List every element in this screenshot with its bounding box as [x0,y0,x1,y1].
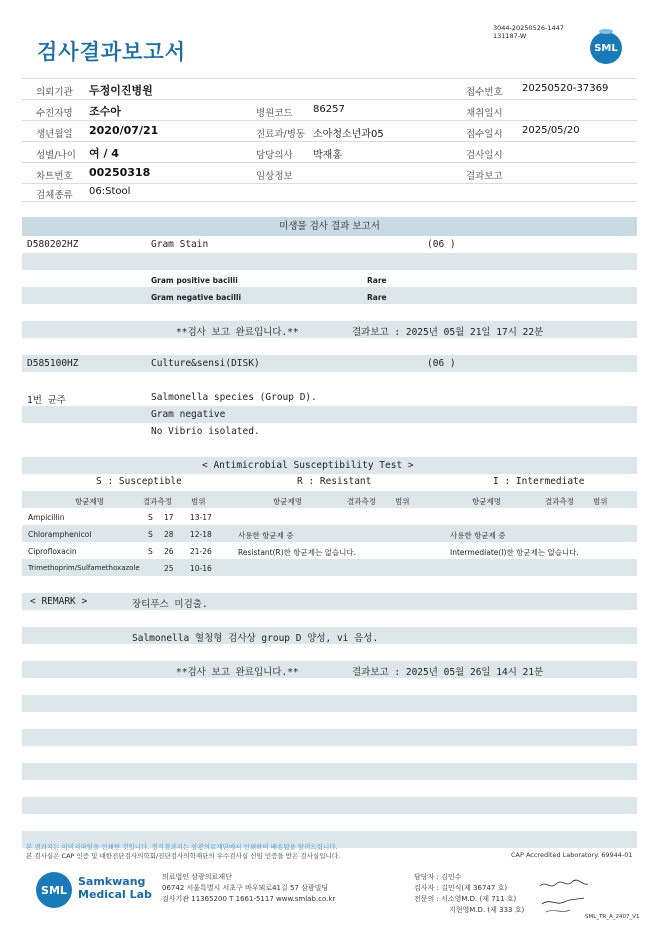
staff-line: 전문의 : 서소영M.D. (제 711 호) [414,895,517,903]
label: 임상정보 [256,171,293,182]
intermediate-note: 사용한 항균제 중 [450,531,506,540]
doc-id-line: 3044-20250526-1447 [493,24,564,32]
col-header: 결과측정 [143,497,172,506]
label: 차트번호 [36,171,73,182]
page-title: 검사결과보고서 [37,40,187,64]
info-row [22,78,637,99]
row-band [22,253,637,270]
col-header: 항균제명 [472,497,501,506]
legend-resistant: R : Resistant [297,476,372,487]
test-num: (06 ) [427,239,456,250]
label: 담당의사 [256,150,293,161]
resistant-note: Resistant(R)한 항균제는 없습니다. [238,548,357,557]
report-complete: **검사 보고 완료입니다.** [176,327,299,338]
sir-result: S [148,547,153,556]
label: 생년월일 [36,129,73,140]
isolate-organism: Salmonella species (Group D). [151,392,317,403]
drug-name: Ciprofloxacin [28,547,77,556]
ast-title: < Antimicrobial Susceptibility Test > [202,460,414,471]
row-band [22,763,637,780]
isolate-note: No Vibrio isolated. [151,426,260,437]
zone-range: 13-17 [190,513,212,522]
hospital-code: 86257 [313,104,345,115]
drug-name: Trimethoprim/Sulfamethoxazole [28,564,140,572]
legend-intermediate: I : Intermediate [493,476,585,487]
col-header: 범위 [191,497,206,506]
test-code: D580202HZ [27,239,79,250]
label: 결과보고 [466,171,503,182]
info-row [22,120,637,141]
gram-positive-value: Rare [367,276,387,285]
test-code: D585100HZ [27,358,79,369]
row-band [22,661,637,678]
sex-age: 여 / 4 [89,147,119,160]
col-header: 범위 [395,497,410,506]
col-header: 항균제명 [273,497,302,506]
company-address: 06742 서울특별시 서초구 바우뫼로41길 57 삼광빌딩 [162,884,329,892]
logo-text: SML [594,42,618,54]
label: 접수번호 [466,87,503,98]
col-header: 결과측정 [545,497,574,506]
row-band [22,355,637,372]
staff-line: 지현영M.D. (제 333 호) [449,906,525,914]
zone-range: 21-26 [190,547,212,556]
zone-range: 12-18 [190,530,212,539]
company-name-line: Medical Lab [78,888,152,901]
sir-result: S [148,530,153,539]
company-name [78,875,152,901]
row-band [22,406,637,423]
row-band [22,593,637,610]
remark-text: Salmonella 혈청형 검사상 group D 양성, vi 음성. [132,633,379,644]
gram-negative-value: Rare [367,293,387,302]
form-id: SML_TR_A_2407_V1 [585,914,640,920]
row-band [22,321,637,338]
intermediate-note: Intermediate(I)한 항균제는 없습니다. [450,548,579,557]
chart-no: 00250318 [89,166,151,179]
row-band [22,695,637,712]
cap-accreditation: CAP Accredited Laboratory. 69944-01 [511,851,633,859]
receipt-no: 20250520-37369 [522,83,609,94]
label: 채취일시 [466,108,503,119]
institution: 두정이진병원 [89,84,153,97]
info-row [22,183,637,201]
footer-note: 본 검사실은 CAP 인증 및 대한진단검사의학회/진단검사의학재단의 우수검사실 신임 인증을 받은 검사실입니다. [26,852,341,860]
footer-note: 본 결과지는 이미지파일을 인쇄한 것입니다. 정식결과지는 삼광의료재단에서 인쇄하여 배송됨을 알려드립니다. [26,843,338,851]
drug-name: Chloramphenicol [28,530,92,539]
label: 성별/나이 [36,150,76,161]
zone-value: 17 [164,513,174,522]
patient-name: 조수아 [89,105,121,118]
label: 검사일시 [466,150,503,161]
section-title: 미생물 검사 결과 보고서 [22,217,637,236]
divider [22,201,637,202]
label: 병원코드 [256,108,293,119]
company-kr: 의료법인 삼광의료재단 [162,873,232,881]
specimen: 06:Stool [89,186,131,197]
test-name: Gram Stain [151,239,209,250]
document-id [493,24,564,40]
test-name: Culture&sensi(DISK) [151,358,260,369]
remark-text: 장티푸스 미검출. [132,599,208,610]
col-header: 결과측정 [347,497,376,506]
report-time: 결과보고 : 2025년 05월 26일 14시 21분 [352,667,544,678]
info-row [22,162,637,183]
label: 수진자명 [36,108,73,119]
resistant-note: 사용한 항균제 중 [238,531,294,540]
gram-positive: Gram positive bacilli [151,276,238,285]
doctor: 박재홍 [313,150,342,161]
isolate-gram: Gram negative [151,409,226,420]
col-header: 범위 [593,497,608,506]
doc-id-line: 131187-W [493,32,527,40]
col-header: 항균제명 [75,497,104,506]
info-row [22,141,637,162]
row-band [22,525,637,542]
row-band [22,797,637,814]
isolate-label: 1번 균주 [27,395,66,406]
company-name-line: Samkwang [78,875,146,888]
sml-logo-footer: SML [36,872,72,908]
sir-result: S [148,513,153,522]
report-complete: **검사 보고 완료입니다.** [176,667,299,678]
signature-image [536,876,592,916]
receipt-date: 2025/05/20 [522,125,580,136]
gram-negative: Gram negative bacilli [151,293,242,302]
zone-value: 26 [164,547,174,556]
label: 의뢰기관 [36,87,73,98]
zone-value: 28 [164,530,174,539]
zone-value: 25 [164,564,174,573]
staff-line: 검사자 : 김민식(제 36747 호) [414,884,508,892]
label: 진료과/병동 [256,129,306,140]
dob: 2020/07/21 [89,124,159,137]
staff-line: 담당자 : 김민수 [414,873,462,881]
info-row [22,99,637,120]
company-contact: 검사기관 11365200 T 1661-5117 www.smlab.co.kr [162,895,336,903]
label: 검체종류 [36,190,73,201]
sml-logo [590,32,622,64]
zone-range: 10-16 [190,564,212,573]
label: 접수일시 [466,129,503,140]
legend-susceptible: S : Susceptible [96,476,182,487]
report-time: 결과보고 : 2025년 05월 21일 17시 22분 [352,327,544,338]
row-band [22,287,637,304]
test-num: (06 ) [427,358,456,369]
department: 소아청소년과05 [313,129,384,140]
remark-label: < REMARK > [30,596,88,607]
drug-name: Ampicillin [28,513,65,522]
row-band [22,729,637,746]
